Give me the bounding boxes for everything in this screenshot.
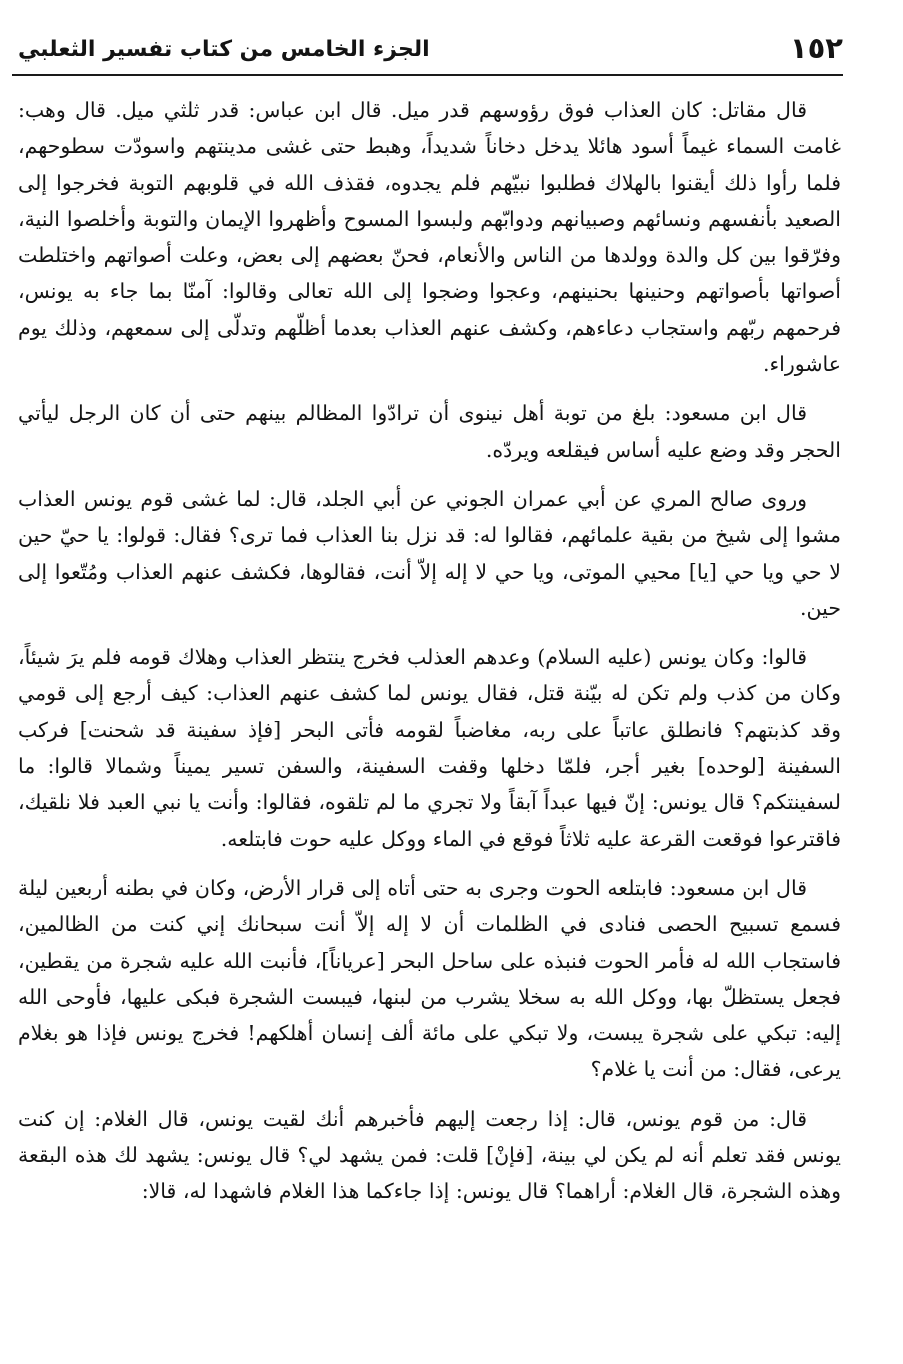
paragraph: قال ابن مسعود: بلغ من توبة أهل نينوى أن ترادّوا المظالم بينهم حتى أن كان الرجل ليأتي الحجر وقد وضع عليه أساس فيقلعه ويردّه. (18, 401, 841, 462)
paragraph: قال ابن مسعود: فابتلعه الحوت وجرى به حتى أتاه إلى قرار الأرض، وكان في بطنه أربعين ليلة فسمع تسبيح الحصى فنادى في الظلمات أن لا إله إلاّ أنت سبحانك إني كنت من الظالمين، فاستجاب الله له فأمر الحوت فنبذه على ساحل البحر [عرياناً]، فأنبت الله عليه شجرة من يقطين، فجعل يستظلّ بها، ووكل الله به سخلا يشرب من لبنها، فيبست الشجرة فبكى عليها، فأوحى الله إليه: تبكي على شجرة يبست، ولا تبكي على مائة ألف إنسان أهلكهم! فخرج يونس فإذا هو بغلام يرعى، فقال: من أنت يا غلام؟ (18, 875, 841, 1082)
page-header (12, 28, 843, 76)
body-text (18, 92, 841, 1223)
page-number: ١٥٢ (789, 31, 843, 65)
paragraph: وروى صالح المري عن أبي عمران الجوني عن أبي الجلد، قال: لما غشى قوم يونس العذاب مشوا إلى شيخ من بقية علمائهم، فقالوا له: قد نزل بنا العذاب فما ترى؟ فقال: قولوا: يا حيّ حين لا حي ويا حي [يا] محيي الموتى، ويا حي لا إله إلاّ أنت، فقالوها، فكشف عنهم العذاب ومُتّعوا إلى حين. (18, 486, 841, 620)
paragraph: قال: من قوم يونس، قال: إذا رجعت إليهم فأخبرهم أنك لقيت يونس، قال الغلام: إن كنت يونس فقد تعلم أنه لم يكن لي بينة، [فإنْ] قلت: فمن يشهد لي؟ قال يونس: يشهد لك هذه البقعة وهذه الشجرة، قال الغلام: أراهما؟ قال يونس: إذا جاءكما هذا الغلام فاشهدا له، قالا: (18, 1106, 841, 1204)
paragraph: قال مقاتل: كان العذاب فوق رؤوسهم قدر ميل. قال ابن عباس: قدر ثلثي ميل. قال وهب: غامت السماء غيماً أسود هائلا يدخل دخاناً شديداً، وهبط حتى غشى مدينتهم واسودّت سطوحهم، فلما رأوا ذلك أيقنوا بالهلاك فطلبوا نبيّهم فلم يجدوه، فقذف الله في قلوبهم التوبة فخرجوا إلى الصعيد بأنفسهم ونسائهم وصبيانهم ودوابّهم ولبسوا المسوح وأظهروا الإيمان والتوبة وأخلصوا النية، وفرّقوا بين كل والدة وولدها من الناس والأنعام، فحنّ بعضهم إلى بعض، وعلت أصواتهم واختلطت أصواتها بأصواتهم وحنينها بحنينهم، وعجوا وضجوا إلى الله تعالى وقالوا: آمنّا بما جاء به يونس، فرحمهم ربّهم واستجاب دعاءهم، وكشف عنهم العذاب بعدما أظلّهم وتدلّى إلى سمعهم، وذلك يوم عاشوراء. (18, 98, 841, 377)
paragraph: قالوا: وكان يونس (عليه السلام) وعدهم العذلب فخرج ينتظر العذاب وهلاك قومه فلم يرَ شيئاً، وكان من كذب ولم تكن له بيّنة قتل، فقال يونس لما كشف عنهم العذاب: كيف أرجع إلى قومي وقد كذبتهم؟ فانطلق عاتباً على ربه، مغاضباً لقومه فأتى البحر [فإذ سفينة قد شحنت] فركب السفينة [لوحده] بغير أجر، فلمّا دخلها وقفت السفينة، والسفن تسير يميناً وشمالا قالوا: ما لسفينتكم؟ قال يونس: إنّ فيها عبداً آبقاً ولا تجري ما لم تلقوه، فقالوا: وأنت يا نبي العبد فلا نلقيك، فاقترعوا فوقعت القرعة عليه ثلاثاً فوقع في الماء ووكل عليه حوت فابتلعه. (18, 645, 841, 851)
running-title: الجزء الخامس من كتاب تفسير الثعلبي (18, 37, 430, 62)
